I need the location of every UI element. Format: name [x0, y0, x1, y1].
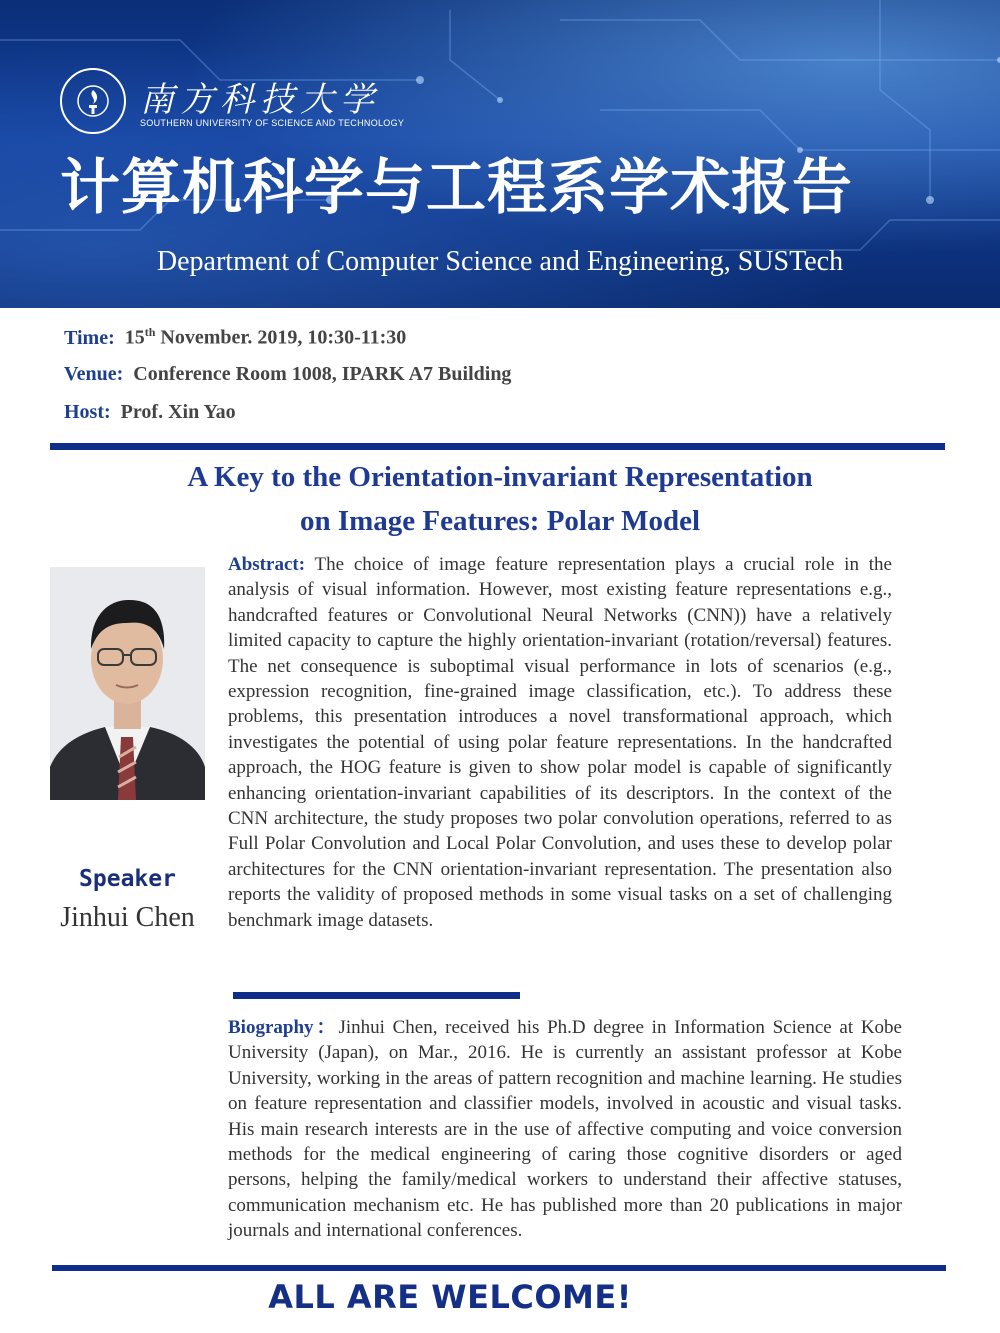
torch-seal-icon	[60, 68, 126, 134]
header-banner	[0, 0, 1000, 308]
abstract-label: Abstract:	[228, 554, 306, 575]
host-line	[64, 401, 236, 424]
university-logo	[60, 68, 405, 136]
speaker-name: Jinhui Chen	[60, 902, 195, 933]
time-day: 15	[124, 326, 145, 349]
university-name-en: SOUTHERN UNIVERSITY OF SCIENCE AND TECHNOLOGY	[140, 118, 405, 128]
talk-title-line1: A Key to the Orientation-invariant Representation	[187, 461, 813, 493]
divider-bottom	[52, 1265, 946, 1271]
biography-paragraph	[228, 1015, 902, 1244]
talk-title-line2: on Image Features: Polar Model	[299, 505, 701, 537]
speaker-label: Speaker	[79, 866, 176, 892]
abstract-text: The choice of image feature representation plays a crucial role in the analysis of visual information. However, most existing feature representations e.g., handcrafted features or Convolutional Neural Networks (CNN)) have a relatively limited capacity to capture the highly orientation-invariant (rotation/reversal) features. The net consequence is suboptimal visual performance in lots of scenarios (e.g., expression recognition, fine-grained image classification, etc.). To address these problems, this presentation introduces a novel transformational approach, which investigates the potential of using polar feature representations. In the handcrafted approach, the HOG feature is given to show polar model is capable of significantly enhancing orientation-invariant capabilities of its descriptors. In the context of the CNN architecture, the study proposes two polar convolution operations, referred to as Full Polar Convolution and Local Polar Convolution, and uses these to develop polar architectures for the CNN orientation-invariant representation. The presentation also reports the validity of proposed methods in some visual tasks on a set of challenging benchmark image datasets.	[228, 554, 892, 931]
biography-label: Biography：	[228, 1017, 339, 1038]
speaker-photo	[50, 567, 205, 800]
university-name-cn: 南方科技大学	[140, 80, 380, 120]
abstract-paragraph	[228, 552, 892, 933]
venue-value: Conference Room 1008, IPARK A7 Building	[133, 363, 512, 385]
time-suffix: th	[144, 325, 156, 339]
divider-middle	[233, 992, 520, 999]
venue-label: Venue:	[64, 363, 124, 385]
host-value: Prof. Xin Yao	[120, 401, 236, 423]
welcome-banner: ALL ARE WELCOME!	[268, 1278, 632, 1316]
host-label: Host:	[64, 401, 111, 423]
time-label: Time:	[64, 326, 115, 349]
venue-line	[64, 363, 511, 386]
event-title-cn: 计算机科学与工程系学术报告	[60, 153, 853, 223]
biography-text: Jinhui Chen, received his Ph.D degree in Information Science at Kobe University (Japan), on Mar., 2016. He is currently an assistant professor at Kobe University, working in the areas of pattern recognition and machine learning. He studies on feature representation and classifier models, involved in acoustic and visual tasks. His main research interests are in the use of affective computing and voice conversion methods for the medical engineering of caring those cognitive disorders or aged persons, helping the family/medical workers to understand their affective statuses, communication mechanism etc. He has published more than 20 publications in major journals and international conferences.	[228, 1017, 902, 1242]
time-line	[64, 325, 406, 350]
time-rest: November. 2019, 10:30-11:30	[155, 326, 407, 349]
divider-top	[50, 443, 945, 450]
department-name: Department of Computer Science and Engineering, SUSTech	[156, 246, 844, 277]
